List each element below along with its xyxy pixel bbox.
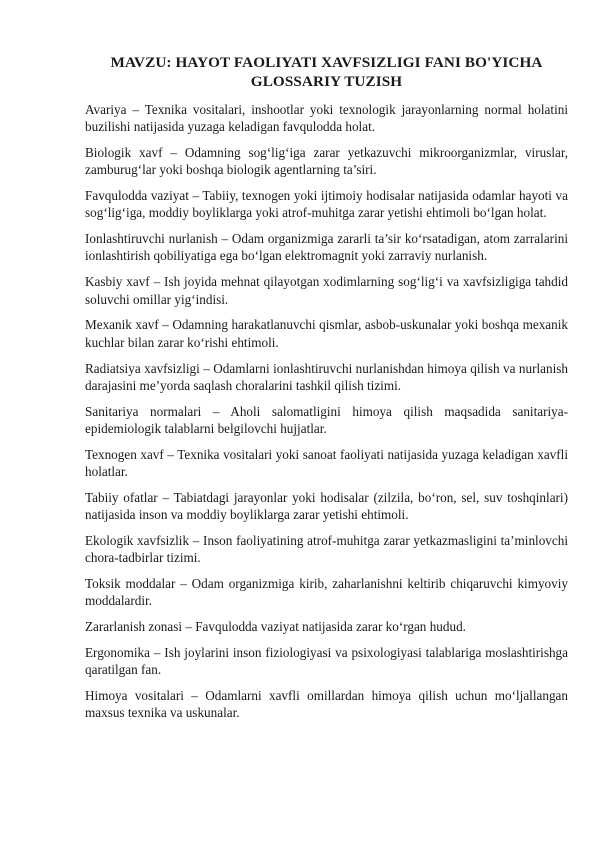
glossary-entry: Ionlashtiruvchi nurlanish – Odam organizmiga zararli ta’sir ko‘rsatadigan, atom zarralarini ionlashtirish qobiliyatiga ega bo‘lgan elektromagnit yoki zarraviy nurlanish. xyxy=(85,231,568,264)
glossary-entry: Himoya vositalari – Odamlarni xavfli omillardan himoya qilish uchun mo‘ljallangan maxsus texnika va uskunalar. xyxy=(85,688,568,721)
glossary-entry: Radiatsiya xavfsizligi – Odamlarni ionlashtiruvchi nurlanishdan himoya qilish va nurlanish darajasini me’yorda saqlash choralarini tashkil qilish tizimi. xyxy=(85,360,568,393)
glossary-entry: Avariya – Texnika vositalari, inshootlar yoki texnologik jarayonlarning normal holatini buzilishi natijasida yuzaga keladigan favqulodda holat. xyxy=(85,102,568,135)
glossary-entry: Ekologik xavfsizlik – Inson faoliyatining atrof-muhitga zarar yetkazmasligini ta’minlovchi chora-tadbirlar tizimi. xyxy=(85,532,568,566)
glossary-entry: Texnogen xavf – Texnika vositalari yoki sanoat faoliyati natijasida yuzaga keladigan xavfli holatlar. xyxy=(85,446,568,479)
glossary-entry: Tabiiy ofatlar – Tabiatdagi jarayonlar yoki hodisalar (zilzila, bo‘ron, sel, suv toshqinlari) natijasida inson va moddiy boyliklarga zarar yetishi ehtimoli. xyxy=(85,489,568,523)
glossary-entry: Biologik xavf – Odamning sog‘lig‘iga zarar yetkazuvchi mikroorganizmlar, viruslar, zamburug‘lar yoki boshqa biologik agentlarning ta’siri. xyxy=(85,145,568,178)
glossary-entry: Mexanik xavf – Odamning harakatlanuvchi qismlar, asbob-uskunalar yoki boshqa mexanik kuchlar bilan zarar ko‘rishi ehtimoli. xyxy=(85,317,568,350)
glossary-entry: Ergonomika – Ish joylarini inson fiziologiyasi va psixologiyasi talablariga moslashtirishga qaratilgan fan. xyxy=(85,645,568,678)
glossary-entry: Zararlanish zonasi – Favqulodda vaziyat natijasida zarar ko‘rgan hudud. xyxy=(85,619,466,635)
document-page xyxy=(85,53,568,730)
glossary-entry: Sanitariya normalari – Aholi salomatligini himoya qilish maqsadida sanitariya-epidemiologik talablarni belgilovchi hujjatlar. xyxy=(85,403,568,436)
glossary-entry: Toksik moddalar – Odam organizmiga kirib, zaharlanishni keltirib chiqaruvchi kimyoviy moddalardir. xyxy=(85,576,568,609)
document-title: MAVZU: HAYOT FAOLIYATI XAVFSIZLIGI FANI BO'YICHA GLOSSARIY TUZISH xyxy=(110,54,543,90)
glossary-entry: Kasbiy xavf – Ish joyida mehnat qilayotgan xodimlarning sog‘lig‘i va xavfsizligiga tahdid soluvchi omillar yig‘indisi. xyxy=(85,274,568,307)
glossary-entry: Favqulodda vaziyat – Tabiiy, texnogen yoki ijtimoiy hodisalar natijasida odamlar hayoti va sog‘lig‘iga, moddiy boyliklarga yoki atrof-muhitga zarar yetishi ehtimoli bo‘lgan holat. xyxy=(85,188,568,221)
